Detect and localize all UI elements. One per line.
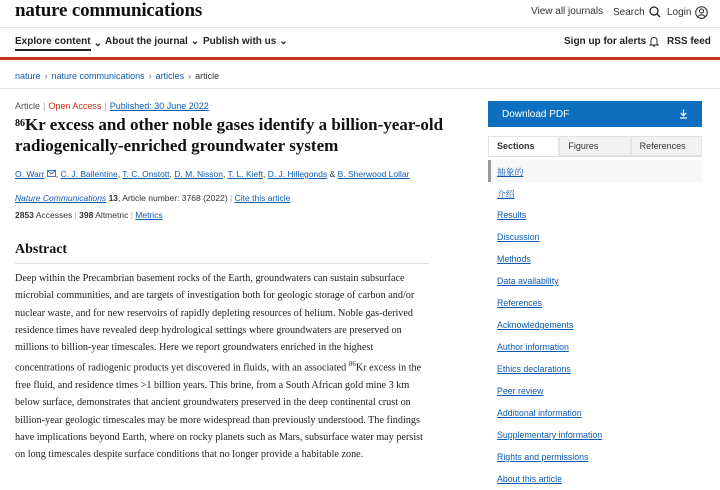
view-all-journals-link[interactable] (531, 6, 603, 17)
section-link-results[interactable]: Results (497, 210, 527, 220)
tab-references[interactable]: References (631, 136, 702, 156)
section-link-additional-information[interactable]: Additional information (497, 408, 582, 418)
title-superscript: 86 (15, 118, 25, 129)
author-link[interactable]: D. J. Hillegonds (267, 169, 328, 179)
published-date[interactable]: Published: 30 June 2022 (109, 101, 209, 111)
view-all-label: View all journals (531, 6, 604, 17)
sidebar-tabs (488, 136, 702, 157)
rss-feed-link[interactable] (667, 36, 711, 47)
author-link[interactable]: D. M. Nisson (174, 169, 223, 179)
author-link[interactable]: B. Sherwood Lollar (337, 169, 410, 179)
chevron-down-icon: ⌄ (279, 36, 288, 47)
author-link[interactable]: T. C. Onstott (122, 169, 170, 179)
volume: 13 (108, 193, 119, 203)
breadcrumb-nature[interactable]: nature (15, 71, 41, 81)
section-link-supplementary[interactable]: Supplementary information (497, 430, 603, 440)
altmetric-label: Altmetric (95, 210, 129, 220)
publish-menu[interactable] (203, 36, 288, 47)
author-link[interactable]: O. Warr (15, 169, 45, 179)
mail-icon[interactable] (47, 170, 56, 177)
about-label: About the journal (105, 36, 188, 47)
metrics-link[interactable]: Metrics (135, 210, 163, 220)
chevron-right-icon: › (148, 71, 152, 81)
download-label: Download PDF (502, 108, 570, 120)
search-label: Search (613, 6, 645, 18)
header-accent-rule (0, 57, 720, 60)
section-link-references[interactable]: References (497, 298, 542, 308)
tab-sections[interactable]: Sections (488, 136, 559, 156)
section-link-ethics[interactable]: Ethics declarations (497, 364, 571, 374)
breadcrumb-articles[interactable]: articles (155, 71, 185, 81)
section-link-introduction[interactable]: 介绍 (497, 188, 515, 199)
title-text: Kr excess and other noble gases identify a billion-year-old radiogenically-enriched groundwater system (15, 115, 444, 155)
author-link[interactable]: C. J. Ballentine (60, 169, 118, 179)
author-link[interactable]: T. L. Kieft (227, 169, 263, 179)
chevron-down-icon: ⌄ (190, 36, 200, 47)
site-logo[interactable]: nature communications (15, 0, 203, 21)
cite-link[interactable]: Cite this article (234, 193, 291, 203)
section-link-methods[interactable]: Methods (497, 254, 531, 264)
abstract-heading: Abstract (15, 242, 68, 257)
search-icon (649, 6, 661, 18)
abstract-superscript: 86 (348, 360, 356, 369)
open-access-badge: Open Access (48, 101, 102, 111)
article-type: Article (15, 101, 41, 111)
explore-content-menu[interactable] (15, 36, 102, 51)
accesses-count: 2853 (15, 210, 34, 220)
search-button[interactable] (613, 6, 661, 18)
section-link-about-article[interactable]: About this article (497, 474, 563, 484)
citation-line: Nature Communications 13, Article number: 3768 (2022) | Cite this article (15, 193, 291, 203)
signup-alerts-button[interactable] (564, 36, 659, 47)
section-link-rights[interactable]: Rights and permissions (497, 452, 589, 462)
download-pdf-button[interactable] (488, 101, 702, 127)
abstract-text (15, 270, 433, 464)
publish-label: Publish with us (203, 36, 277, 47)
bell-icon (649, 36, 659, 47)
metrics-line: 2853 Accesses | 398 Altmetric | Metrics (15, 210, 163, 220)
about-journal-menu[interactable] (105, 36, 199, 47)
section-link-peer-review[interactable]: Peer review (497, 386, 544, 396)
breadcrumb-journal[interactable]: nature communications (51, 71, 145, 81)
journal-link[interactable]: Nature Communications (15, 193, 107, 203)
article-meta: Article | Open Access | Published: 30 June 2022 (15, 101, 209, 111)
chevron-down-icon: ⌄ (93, 38, 102, 49)
rss-label: RSS feed (667, 36, 711, 47)
accesses-label: Accesses (35, 210, 73, 220)
abstract-part-1: Deep within the Precambrian basement rocks of the Earth, groundwaters can sustain subsurface microbial communities, and are targets of investigation both for geologic storage of carbon and/or nuclear waste, and for new reservoirs of rapidly depleting resources of helium. Noble gas-derived residence times have revealed deep hydrological settings where groundwaters are preserved on millions to billion-year timescales. Here we report groundwaters enriched in the highest concentrations of radiogenic products yet discovered in fluids, with an associated (15, 273, 415, 374)
tab-figures[interactable]: Figures (559, 136, 630, 156)
download-icon (679, 109, 688, 119)
article-number: , Article number: 3768 (2022) (118, 193, 228, 203)
section-list (488, 160, 702, 490)
login-label: Login (667, 7, 692, 18)
header-divider (0, 27, 720, 28)
article-title (15, 114, 445, 156)
login-button[interactable] (667, 6, 708, 19)
chevron-right-icon: › (188, 71, 192, 81)
abstract-divider (15, 263, 429, 264)
chevron-right-icon: › (44, 71, 48, 81)
breadcrumb-current: article (195, 71, 220, 81)
abstract-part-2: Kr excess in the free fluid, and residence times >1 billion years. This brine, from a South African gold mine 3 km below surface, demonstrates that ancient groundwaters preserved in the deep continental crust on billion-year geologic timescales may be more widespread than previously understood. The findings have implications beyond Earth, where on rocky planets such as Mars, subsurface water may persist on long timescales despite surface conditions that no longer provide a habitable zone. (15, 362, 423, 461)
section-link-author-information[interactable]: Author information (497, 342, 569, 352)
explore-label: Explore content (15, 36, 91, 51)
author-list: O. Warr , C. J. Ballentine, T. C. Onstott, D. M. Nisson, T. L. Kieft, D. J. Hillegonds & B. Sherwood Lollar (15, 169, 410, 179)
user-icon (695, 6, 708, 19)
altmetric-count: 398 (79, 210, 94, 220)
signup-label: Sign up for alerts (564, 36, 647, 47)
section-link-abstract[interactable]: 抽象的 (488, 160, 702, 182)
section-link-discussion[interactable]: Discussion (497, 232, 540, 242)
section-link-acknowledgements[interactable]: Acknowledgements (497, 320, 574, 330)
breadcrumb (15, 71, 219, 81)
section-link-data-availability[interactable]: Data availability (497, 276, 559, 286)
breadcrumb-divider (0, 88, 720, 89)
